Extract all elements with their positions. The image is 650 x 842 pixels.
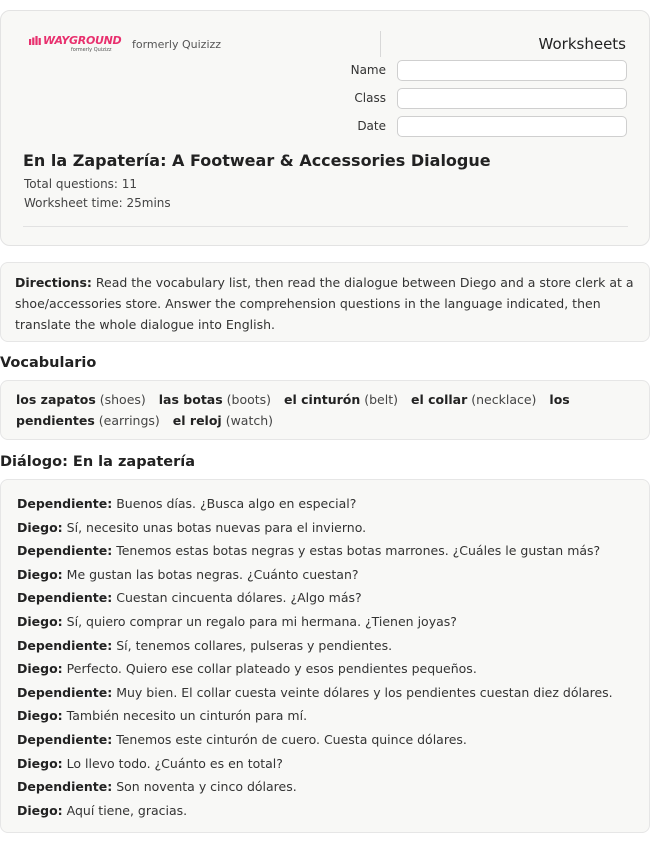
dialogue-speaker: Dependiente: (17, 590, 113, 606)
dialogue-speaker: Diego: (17, 802, 63, 818)
worksheet-header (0, 10, 650, 246)
dialogue-speaker: Diego: (17, 613, 63, 629)
vocab-term: los zapatos (16, 392, 96, 407)
dialogue-speaker: Dependiente: (17, 779, 113, 795)
vocab-meaning: (boots) (222, 392, 272, 407)
dialogue-speaker: Diego: (17, 661, 63, 677)
dialogue-speaker: Diego: (17, 708, 63, 724)
vocabulary-heading: Vocabulario (0, 355, 97, 371)
dialogue-speaker: Dependiente: (17, 637, 113, 653)
wayground-logo (29, 34, 122, 56)
dialogue-text: Sí, quiero comprar un regalo para mi hermana. ¿Tienen joyas? (62, 613, 457, 629)
vocab-term: las botas (158, 392, 223, 407)
dialogue-line (17, 516, 633, 540)
vocab-meaning: (belt) (360, 392, 398, 407)
dialogue-line (17, 634, 633, 658)
dialogue-box (0, 479, 650, 833)
worksheets-label: Worksheets (538, 35, 626, 53)
vocab-item (159, 392, 271, 407)
dialogue-text: Tenemos estas botas negras y estas botas marrones. ¿Cuáles le gustan más? (112, 543, 601, 559)
header-divider (380, 31, 381, 57)
formerly-label: formerly Quizizz (132, 38, 222, 51)
vocab-meaning: (earrings) (94, 413, 160, 428)
dialogue-line (17, 539, 633, 563)
vocab-item (411, 392, 536, 407)
class-field[interactable] (397, 88, 627, 109)
dialogue-line (17, 799, 633, 823)
dialogue-line (17, 704, 633, 728)
directions-label: Directions: (15, 275, 92, 290)
header-divider-line (23, 226, 628, 227)
dialogue-text: Sí, tenemos collares, pulseras y pendientes. (112, 637, 393, 653)
worksheet-time: Worksheet time: 25mins (24, 196, 171, 210)
vocab-term: los pendientes (16, 392, 570, 428)
dialogue-line (17, 657, 633, 681)
dialogue-text: Sí, necesito unas botas nuevas para el invierno. (62, 519, 367, 535)
vocab-term: el collar (410, 392, 468, 407)
directions-box (0, 262, 650, 342)
name-field[interactable] (397, 60, 627, 81)
dialogue-text: Aquí tiene, gracias. (62, 802, 188, 818)
class-label: Class (354, 91, 386, 105)
logo-subtext: formerly Quizizz (71, 47, 112, 53)
name-label: Name (350, 63, 386, 77)
vocab-meaning: (watch) (221, 413, 274, 428)
dialogue-line (17, 563, 633, 587)
vocabulary-box (0, 380, 650, 440)
dialogue-text: Son noventa y cinco dólares. (112, 779, 297, 795)
dialogue-text: Buenos días. ¿Busca algo en especial? (112, 496, 357, 511)
vocab-item (16, 392, 146, 407)
logo-wordmark (29, 34, 121, 47)
dialogue-speaker: Dependiente: (17, 684, 113, 700)
dialogue-line (17, 728, 633, 752)
dialogue-text: Muy bien. El collar cuesta veinte dólares y los pendientes cuestan diez dólares. (112, 684, 613, 700)
dialogue-text: Perfecto. Quiero ese collar plateado y esos pendientes pequeños. (62, 661, 477, 677)
dialogue-heading: Diálogo: En la zapatería (0, 454, 196, 470)
dialogue-text: Tenemos este cinturón de cuero. Cuesta quince dólares. (112, 731, 467, 747)
dialogue-line (17, 492, 633, 516)
dialogue-speaker: Diego: (17, 566, 63, 582)
logo-text: WAYGROUND (43, 34, 122, 47)
vocab-term: el cinturón (284, 392, 361, 407)
vocab-item (284, 392, 398, 407)
vocab-meaning: (shoes) (95, 392, 146, 407)
dialogue-speaker: Dependiente: (17, 543, 113, 559)
dialogue-text: Me gustan las botas negras. ¿Cuánto cuestan? (62, 566, 359, 582)
date-field[interactable] (397, 116, 627, 137)
dialogue-text: También necesito un cinturón para mí. (62, 708, 308, 724)
dialogue-text: Cuestan cincuenta dólares. ¿Algo más? (112, 590, 362, 606)
vocab-term: el reloj (172, 413, 222, 428)
dialogue-line (17, 681, 633, 705)
dialogue-speaker: Dependiente: (17, 496, 113, 511)
worksheet-title: En la Zapatería: A Footwear & Accessories Dialogue (23, 151, 491, 170)
directions-text: Read the vocabulary list, then read the dialogue between Diego and a store clerk at a shoe/accessories store. Answer the comprehension questions in the language indicated, then translate the whole dialogue into English. (15, 275, 634, 332)
dialogue-line (17, 586, 633, 610)
date-label: Date (357, 119, 386, 133)
dialogue-speaker: Diego: (17, 519, 63, 535)
dialogue-line (17, 752, 633, 776)
total-questions: Total questions: 11 (24, 177, 138, 191)
vocab-meaning: (necklace) (467, 392, 537, 407)
vocab-item (173, 413, 273, 428)
dialogue-line (17, 610, 633, 634)
dialogue-text: Lo llevo todo. ¿Cuánto es en total? (62, 755, 283, 771)
dialogue-line (17, 775, 633, 799)
logo-mark-icon (29, 36, 41, 45)
dialogue-speaker: Diego: (17, 755, 63, 771)
dialogue-speaker: Dependiente: (17, 731, 113, 747)
